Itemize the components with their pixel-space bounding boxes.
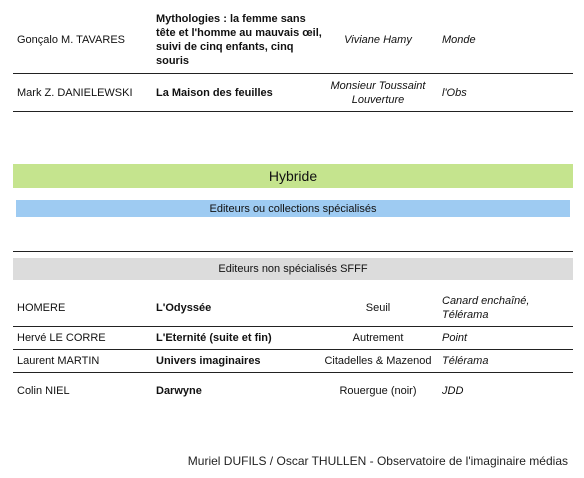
row-divider: [13, 73, 573, 74]
table-row: [13, 373, 573, 409]
row-divider: [13, 111, 573, 112]
prize-cell: Point: [442, 332, 468, 344]
specialises-band: [16, 200, 570, 217]
author-cell: Mark Z. DANIELEWSKI: [17, 87, 133, 99]
title-cell: L'Odyssée: [156, 301, 212, 314]
prize-cell: Monde: [442, 34, 476, 46]
non-specialises-band: [13, 258, 573, 280]
prize-cell: Canard enchaîné, Télérama: [442, 294, 530, 321]
publisher-cell: Citadelles & Mazenod: [324, 355, 432, 367]
author-cell: Hervé LE CORRE: [17, 332, 106, 344]
section-divider: [13, 251, 573, 252]
table-row: [13, 350, 573, 372]
publisher-cell: Monsieur Toussaint Louverture: [330, 80, 426, 106]
author-cell: Colin NIEL: [17, 385, 70, 397]
title-cell: Mythologies : la femme sans tête et l'homme au mauvais œil, suivi de cinq enfants, cinq souris: [156, 13, 322, 67]
publisher-cell: Autrement: [352, 332, 404, 344]
title-cell: Darwyne: [156, 385, 202, 397]
publisher-cell: Rouergue (noir): [339, 385, 417, 397]
publisher-cell: Viviane Hamy: [344, 34, 412, 46]
author-cell: Laurent MARTIN: [17, 355, 100, 367]
non-specialises-label: Editeurs non spécialisés SFFF: [218, 263, 368, 275]
author-cell: Gonçalo M. TAVARES: [17, 34, 126, 46]
table-row: [13, 75, 573, 111]
title-cell: La Maison des feuilles: [156, 87, 273, 99]
prize-cell: Télérama: [442, 355, 489, 367]
table-row: [13, 327, 573, 349]
prize-cell: l'Obs: [442, 87, 467, 99]
title-cell: Univers imaginaires: [156, 355, 261, 367]
footer-credit: Muriel DUFILS / Oscar THULLEN - Observatoire de l'imaginaire médias: [187, 454, 568, 468]
prize-cell: JDD: [442, 385, 464, 397]
hybride-label: Hybride: [268, 168, 318, 184]
table-row: [13, 8, 573, 72]
specialises-label: Editeurs ou collections spécialisés: [209, 202, 377, 215]
publisher-cell: Seuil: [365, 301, 391, 314]
title-cell: L'Eternité (suite et fin): [156, 332, 272, 344]
hybride-band: [13, 164, 573, 188]
table-row: [13, 290, 573, 325]
author-cell: HOMERE: [17, 301, 66, 314]
